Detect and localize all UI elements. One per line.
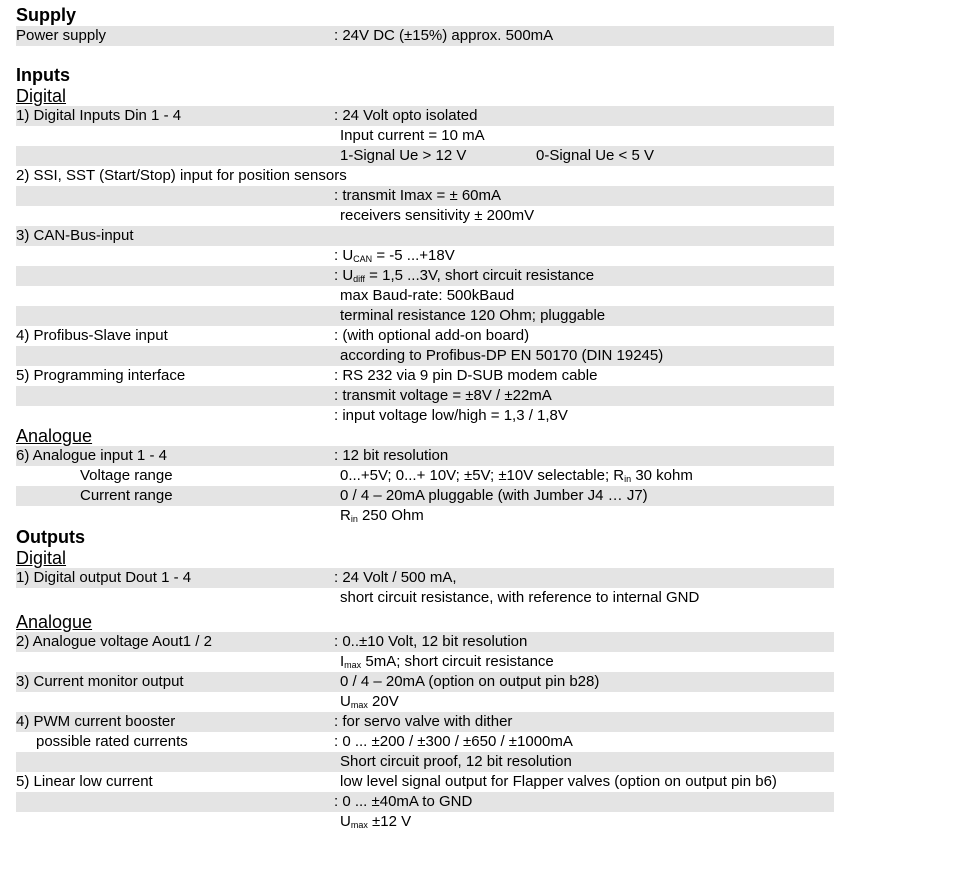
spec-row: [16, 326, 834, 346]
spec-value: [334, 146, 834, 166]
spec-value: $U_{max} \pm 12$ V: [340, 813, 412, 830]
spec-label: 3) CAN-Bus-input: [16, 227, 134, 244]
outputs-digital-heading: Digital: [16, 548, 67, 568]
spec-row: [16, 26, 834, 46]
outputs-heading: Outputs: [16, 527, 85, 547]
spec-row: [16, 366, 834, 386]
inputs-analogue-heading: Analogue: [16, 426, 93, 446]
spec-row: [16, 466, 834, 486]
supply-heading: Supply: [16, 5, 77, 25]
spec-value: terminal resistance 120 Ohm; pluggable: [340, 307, 606, 324]
spec-value: short circuit resistance, with reference to internal GND: [340, 589, 700, 606]
spec-value: according to Profibus-DP EN 50170 (DIN 19245): [340, 347, 664, 364]
inputs-digital-heading: Digital: [16, 86, 67, 106]
spec-row: [16, 146, 834, 166]
spec-row: [16, 732, 834, 752]
spec-row: [16, 812, 834, 832]
spec-label: Current range: [80, 487, 173, 504]
spec-label: 6) Analogue input 1 - 4: [16, 447, 167, 464]
spec-row: [16, 652, 834, 672]
spec-row: [16, 266, 834, 286]
spec-value: low level signal output for Flapper valves (option on output pin b6): [340, 773, 777, 790]
spec-value: Short circuit proof, 12 bit resolution: [340, 753, 572, 770]
spec-row: [16, 166, 834, 186]
spec-row: [16, 126, 834, 146]
spec-row: [16, 486, 834, 506]
spec-value: : $U_{diff} = 1,5$ ...3V, short circuit resistance: [334, 267, 595, 284]
spec-value: : transmit voltage = ±8V / ±22mA: [334, 387, 552, 404]
spec-row: [16, 186, 834, 206]
spec-label: 5) Linear low current: [16, 773, 153, 790]
spec-row: [16, 712, 834, 732]
spec-row: [16, 692, 834, 712]
spec-value: : $U_{CAN} = -5$ ...+18V: [334, 247, 455, 264]
spec-label: 2) SSI, SST (Start/Stop) input for position sensors: [16, 167, 347, 184]
spec-value: 0 / 4 – 20mA pluggable (with Jumber J4 … J7): [340, 487, 648, 504]
spec-row: [16, 246, 834, 266]
spec-row: [16, 346, 834, 366]
spec-row: [16, 386, 834, 406]
spec-row: [16, 206, 834, 226]
spec-row: [16, 752, 834, 772]
spec-value: : for servo valve with dither: [334, 713, 513, 730]
spec-row: [16, 306, 834, 326]
spec-row: [16, 106, 834, 126]
spec-row: [16, 568, 834, 588]
spec-value: $I_{max}$ 5mA; short circuit resistance: [340, 653, 554, 670]
datasheet: [16, 4, 834, 832]
spec-value: : RS 232 via 9 pin D-SUB modem cable: [334, 367, 598, 384]
spec-label: Voltage range: [80, 467, 173, 484]
spec-value: 0...+5V; 0...+ 10V; ±5V; ±10V selectable; $R_{in}$ 30 kohm: [340, 467, 693, 484]
spec-row: [16, 672, 834, 692]
spec-value: : 24 Volt opto isolated: [334, 107, 478, 124]
signal-high: 1-Signal Ue > 12 V: [340, 147, 467, 164]
spec-label: 3) Current monitor output: [16, 673, 184, 690]
spec-value: $R_{in}$ 250 Ohm: [340, 507, 424, 524]
spec-label: Power supply: [16, 27, 107, 44]
spec-value: : (with optional add-on board): [334, 327, 530, 344]
inputs-heading: Inputs: [16, 65, 70, 85]
spec-value: : 12 bit resolution: [334, 447, 449, 464]
spec-label: 4) PWM current booster: [16, 713, 176, 730]
spec-value: $U_{max}$ 20V: [340, 693, 399, 710]
spec-row: [16, 226, 834, 246]
spec-row: [16, 632, 834, 652]
spec-label: 5) Programming interface: [16, 367, 186, 384]
spec-label: 1) Digital Inputs Din 1 - 4: [16, 107, 182, 124]
spec-row: [16, 446, 834, 466]
outputs-analogue-heading: Analogue: [16, 612, 93, 632]
spec-value: : 24 Volt / 500 mA,: [334, 569, 457, 586]
spec-value: : 0 ... ±200 / ±300 / ±650 / ±1000mA: [334, 733, 573, 750]
spec-row: [16, 506, 834, 526]
spec-value: : 0 ... ±40mA to GND: [334, 793, 473, 810]
spec-row: [16, 286, 834, 306]
spec-value: : 24V DC (±15%) approx. 500mA: [334, 27, 554, 44]
signal-low: 0-Signal Ue < 5 V: [536, 147, 654, 164]
spec-value: : input voltage low/high = 1,3 / 1,8V: [334, 407, 568, 424]
spec-value: Input current = 10 mA: [340, 127, 485, 144]
spec-label: 1) Digital output Dout 1 - 4: [16, 569, 192, 586]
spec-value: receivers sensitivity ± 200mV: [340, 207, 535, 224]
spec-label: possible rated currents: [36, 733, 188, 750]
spec-value: : 0..±10 Volt, 12 bit resolution: [334, 633, 528, 650]
spec-row: [16, 588, 834, 608]
spec-value: : transmit Imax = ± 60mA: [334, 187, 502, 204]
spec-label: 2) Analogue voltage Aout1 / 2: [16, 633, 212, 650]
spec-row: [16, 792, 834, 812]
spec-value: 0 / 4 – 20mA (option on output pin b28): [340, 673, 600, 690]
spec-label: 4) Profibus-Slave input: [16, 327, 168, 344]
spec-row: [16, 772, 834, 792]
spec-row: [16, 406, 834, 426]
spec-value: max Baud-rate: 500kBaud: [340, 287, 515, 304]
